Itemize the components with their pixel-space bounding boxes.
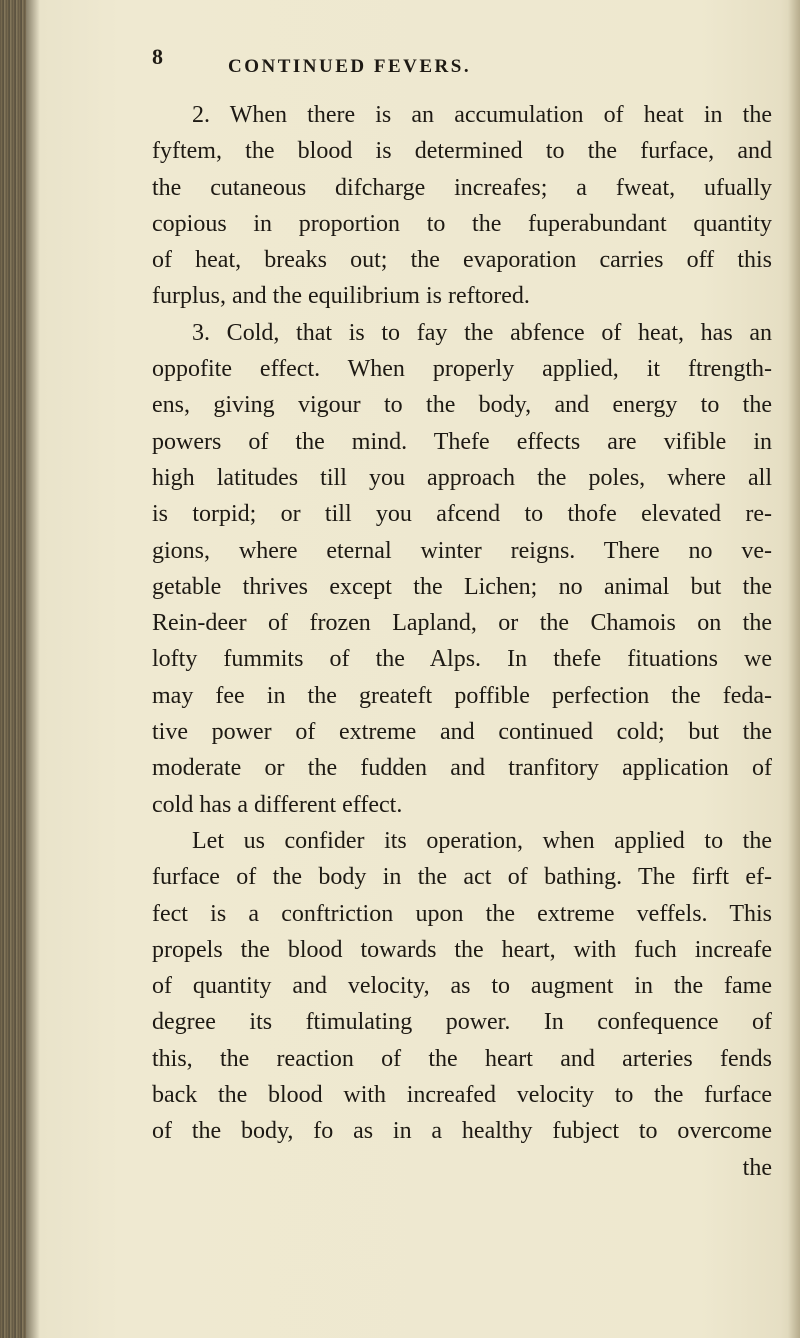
text-line: tive power of extreme and continued cold; but the [152,719,772,746]
text-line: ens, giving vigour to the body, and energy to the [152,392,772,419]
text-line: back the blood with increafed velocity to the furface [152,1082,772,1109]
binding-gutter [0,0,26,1338]
text-line: oppofite effect. When properly applied, it ftrength- [152,356,772,383]
text-line: cold has a different effect. [152,791,403,818]
catchword: the [742,1154,772,1181]
text-line: degree its ftimulating power. In confequence of [152,1009,772,1036]
text-line: fect is a conftriction upon the extreme veffels. This [152,900,772,927]
text-line: furface of the body in the act of bathing. The firft ef- [152,864,772,891]
text-line: lofty fummits of the Alps. In thefe fituations we [152,646,772,673]
text-line: fyftem, the blood is determined to the furface, and [152,138,772,165]
text-line: of quantity and velocity, as to augment in the fame [152,973,772,1000]
text-line: propels the blood towards the heart, with fuch increafe [152,936,772,963]
text-line: copious in proportion to the fuperabundant quantity [152,210,772,237]
page-number: 8 [152,44,163,69]
text-line: 2. When there is an accumulation of heat in the [192,102,772,128]
running-head: CONTINUED FEVERS. [228,56,472,77]
text-line: furplus, and the equilibrium is reftored. [152,283,530,310]
text-line: the cutaneous difcharge increafes; a fweat, ufually [152,174,772,201]
text-line: high latitudes till you approach the poles, where all [152,464,772,491]
text-line: of the body, fo as in a healthy fubject to overcome [152,1118,772,1145]
text-line: this, the reaction of the heart and arteries fends [152,1045,772,1072]
text-line: 3. Cold, that is to fay the abfence of heat, has an [192,319,772,346]
text-line: may fee in the greateft poffible perfection the feda- [152,682,772,709]
gutter-shadow [26,0,40,1338]
body-text [152,97,772,1186]
text-line: moderate or the fudden and tranfitory application of [152,755,772,782]
text-line: is torpid; or till you afcend to thofe elevated re- [152,501,772,528]
text-line: gions, where eternal winter reigns. There no ve- [152,537,772,564]
text-line: Rein-deer of frozen Lapland, or the Chamois on the [152,610,772,637]
page-edge-shadow [788,0,800,1338]
text-line: getable thrives except the Lichen; no animal but the [152,573,772,600]
text-line: of heat, breaks out; the evaporation carries off this [152,247,772,274]
text-line: Let us confider its operation, when applied to the [192,827,772,854]
text-line: powers of the mind. Thefe effects are vifible in [152,428,772,455]
